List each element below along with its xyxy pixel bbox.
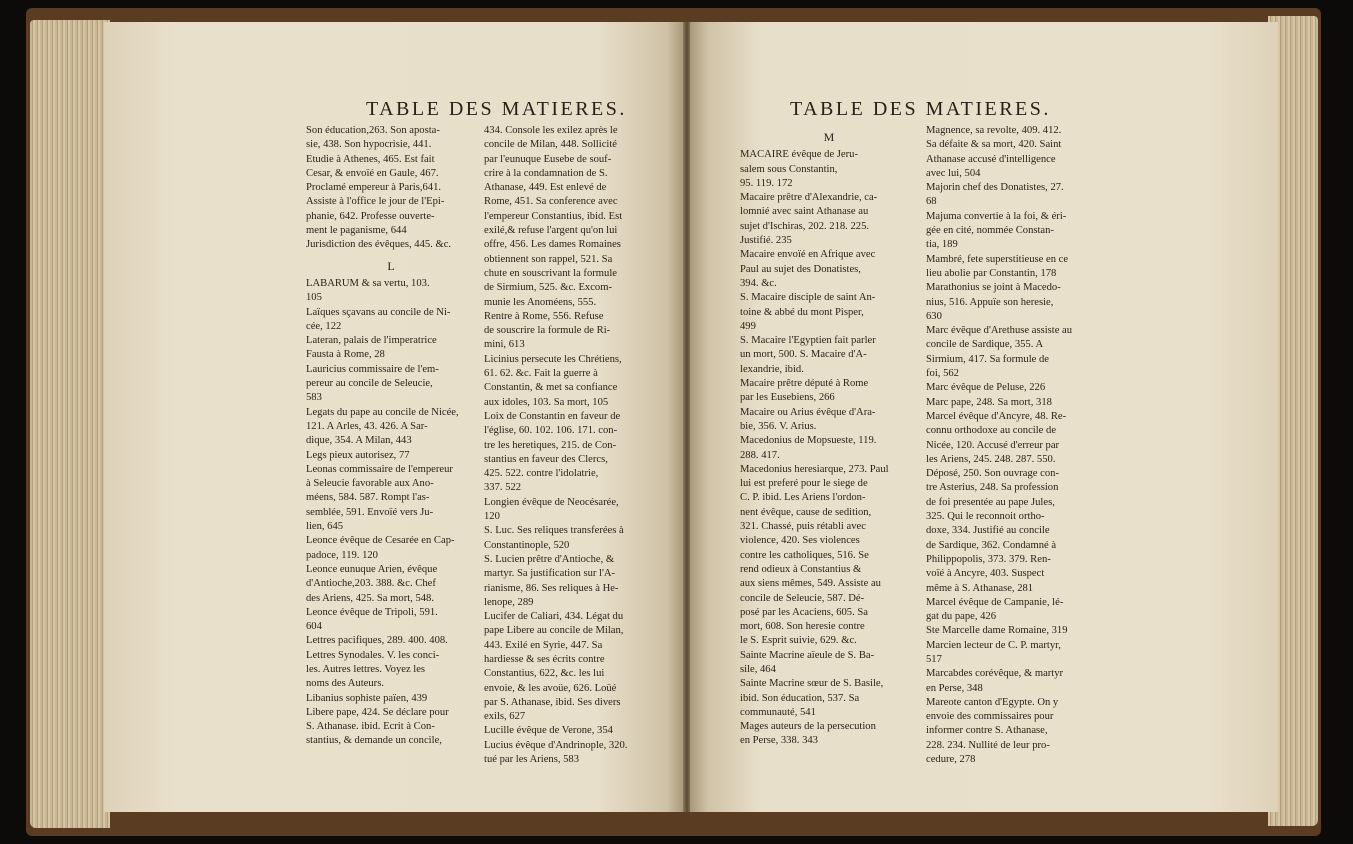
index-entry-line: Marc pape, 248. Sa mort, 318 (926, 396, 1052, 408)
index-entry-line: Fausta à Rome, 28 (306, 349, 385, 361)
index-entry-line: 105 (306, 292, 322, 304)
index-entry-line: hardiesse & ses écrits contre (484, 653, 605, 665)
index-entry-line: concile de Milan, 448. Sollicité (484, 139, 617, 151)
index-entry-line: Athanase, 449. Est enlevé de (484, 182, 607, 194)
index-entry-line: foi, 562 (926, 368, 959, 380)
index-entry-line: lien, 645 (306, 521, 344, 533)
index-entry-line: ment le paganisme, 644 (306, 225, 407, 237)
index-entry-line: Mages auteurs de la persecution (740, 721, 876, 733)
index-entry-line: Jurisdiction des évêques, 445. &c. (306, 239, 452, 251)
index-entry-line: cedure, 278 (926, 754, 976, 766)
index-entry-line: Ste Marcelle dame Romaine, 319 (926, 625, 1068, 637)
index-entry-line: 434. Console les exilez après le (484, 125, 618, 136)
index-entry-line: Leonce eunuque Arien, évêque (306, 563, 438, 575)
index-entry-line: offre, 456. Les dames Romaines (484, 239, 621, 251)
index-entry-line: exils, 627 (484, 711, 526, 723)
index-entry-line: Marc évêque de Peluse, 226 (926, 382, 1046, 394)
index-entry-line: Sa défaite & sa mort, 420. Saint (926, 139, 1062, 151)
index-entry-line: Paul au sujet des Donatistes, (740, 263, 861, 275)
index-entry-line: Marcien lecteur de C. P. martyr, (926, 639, 1061, 651)
index-entry-line: semblée, 591. Envoïé vers Ju- (306, 506, 434, 518)
index-entry-line: contre les catholiques, 516. Se (740, 549, 869, 561)
index-entry-line: tué par les Ariens, 583 (484, 754, 580, 766)
index-entry-line: Sainte Macrine aïeule de S. Ba- (740, 649, 875, 661)
index-entry-line: 288. 417. (740, 449, 780, 461)
index-entry-line: même à S. Athanase, 281 (926, 582, 1034, 594)
index-entry-line: envoie des commissaires pour (926, 711, 1054, 723)
index-entry-line: LABARUM & sa vertu, 103. (306, 277, 430, 289)
index-entry-line: Déposé, 250. Son ouvrage con- (926, 468, 1059, 480)
index-entry-line: bie, 356. V. Arius. (740, 420, 817, 432)
right-page (690, 22, 1278, 812)
index-entry-line: Etudie à Athenes, 465. Est fait (306, 153, 435, 165)
index-entry-line: S. Lucien prêtre d'Antioche, & (484, 553, 615, 565)
index-entry-line: Athanase accusé d'intelligence (926, 153, 1056, 165)
index-entry-line: sile, 464 (740, 663, 776, 675)
index-entry-line: 583 (306, 392, 322, 404)
index-entry-line: Mareote canton d'Egypte. On y (926, 696, 1059, 708)
index-entry-line: avec lui, 504 (926, 167, 981, 179)
index-entry-line: Sainte Macrine sœur de S. Basile, (740, 678, 884, 690)
index-entry-line: Lateran, palais de l'imperatrice (306, 335, 437, 347)
index-entry-line: rend odieux à Constantius & (740, 563, 862, 575)
index-entry-line: 499 (740, 320, 756, 332)
index-entry-line: martyr. Sa justification sur l'A- (484, 568, 616, 580)
index-entry-line: Libere pape, 424. Se déclare pour (306, 706, 449, 718)
index-entry-line: Proclamé empereur à Paris,641. (306, 182, 442, 194)
index-entry-line: noms des Auteurs. (306, 678, 384, 690)
index-entry-line: padoce, 119. 120 (306, 549, 378, 561)
index-entry-line: l'église, 60. 102. 106. 171. con- (484, 425, 618, 437)
index-entry-line: Macaire prêtre d'Alexandrie, ca- (740, 192, 878, 204)
index-entry-line: C. P. ibid. Les Ariens l'ordon- (740, 492, 866, 504)
index-entry-line: 95. 119. 172 (740, 177, 793, 189)
index-entry-line: gat du pape, 426 (926, 611, 997, 623)
index-entry-line: L (387, 258, 395, 273)
index-entry-line: sie, 438. Son hypocrisie, 441. (306, 139, 432, 151)
index-entry-line: par les Eusebiens, 266 (740, 392, 835, 404)
index-entry-line: Legats du pape au concile de Nicée, (306, 406, 459, 418)
index-entry-line: Marathonius se joint à Macedo- (926, 282, 1061, 294)
index-entry-line: mort, 608. Son heresie contre (740, 621, 865, 633)
index-entry-line: crire à la condamnation de S. (484, 167, 608, 179)
index-entry-line: lui est preferé pour le siege de (740, 478, 868, 490)
right-column-1 (740, 124, 918, 749)
index-entry-line: sujet d'Ischiras, 202. 218. 225. (740, 220, 870, 232)
index-entry-line: le S. Esprit suivie, 629. &c. (740, 635, 857, 647)
index-entry-line: chute en souscrivant la formule (484, 267, 617, 279)
index-entry-line: doxe, 334. Justifié au concile (926, 525, 1050, 537)
index-entry-line: tre Asterius, 248. Sa profession (926, 482, 1059, 494)
index-entry-line: Macedonius heresiarque, 273. Paul (740, 463, 889, 475)
left-column-2 (484, 124, 662, 767)
index-entry-line: nius, 516. Appuïe son heresie, (926, 296, 1054, 308)
index-entry-line: Marcel évêque d'Ancyre, 48. Re- (926, 410, 1067, 422)
index-entry-line: de Sirmium, 525. &c. Excom- (484, 282, 612, 294)
index-entry-line: de souscrire la formule de Ri- (484, 325, 611, 337)
index-entry-line: MACAIRE évêque de Jeru- (740, 149, 858, 161)
index-entry-line: Lucille évêque de Verone, 354 (484, 725, 613, 737)
index-entry-line: Magnence, sa revolte, 409. 412. (926, 125, 1062, 136)
index-entry-line: envoie, & les avoüe, 626. Loüé (484, 682, 617, 694)
index-entry-line: 337. 522 (484, 482, 522, 494)
index-entry-line: Macaire prêtre député à Rome (740, 378, 869, 390)
index-entry-line: stantius en faveur des Clercs, (484, 453, 608, 465)
index-entry-line: par S. Athanase, ibid. Ses divers (484, 696, 621, 708)
index-entry-line: concile de Seleucie, 587. Dé- (740, 592, 865, 604)
index-entry-line: en Perse, 348 (926, 682, 983, 694)
index-entry-line: l'empereur Constantius, ibid. Est (484, 210, 623, 222)
left-page (104, 22, 684, 812)
index-entry-line: de foi presentée au pape Jules, (926, 496, 1055, 508)
index-entry-line: Assiste à l'office le jour de l'Epi- (306, 196, 445, 208)
index-entry-line: lieu abolie par Constantin, 178 (926, 267, 1057, 279)
index-entry-line: voïé à Ancyre, 403. Suspect (926, 568, 1045, 580)
index-entry-line: S. Athanase. ibid. Ecrit à Con- (306, 721, 435, 733)
index-entry-line: Sirmium, 417. Sa formule de (926, 353, 1049, 365)
index-entry-line: Macaire ou Arius évêque d'Ara- (740, 406, 876, 418)
index-entry-line: Marc évêque d'Arethuse assiste au (926, 325, 1073, 337)
index-entry-line: 121. A Arles, 43. 426. A Sar- (306, 420, 428, 432)
index-entry-line: aux idoles, 103. Sa mort, 105 (484, 396, 609, 408)
index-entry-line: dique, 354. A Milan, 443 (306, 435, 412, 447)
index-entry-line: Laïques sçavans au concile de Ni- (306, 306, 451, 318)
index-entry-line: 630 (926, 310, 942, 322)
index-entry-line: Macedonius de Mopsueste, 119. (740, 435, 877, 447)
index-entry-line: Lucifer de Caliari, 434. Légat du (484, 611, 624, 623)
index-entry-line: 394. &c. (740, 277, 777, 289)
index-entry-line: phanie, 642. Professe ouverte- (306, 210, 435, 222)
index-entry-line: Son éducation,263. Son aposta- (306, 125, 440, 136)
index-entry-line: Majuma convertie à la foi, & éri- (926, 210, 1067, 222)
index-entry-line: S. Macaire disciple de saint An- (740, 292, 876, 304)
index-entry-line: Lettres pacifiques, 289. 400. 408. (306, 635, 448, 647)
index-entry-line: S. Macaire l'Egyptien fait parler (740, 335, 876, 347)
index-entry-line: Constantius, 622, &c. les lui (484, 668, 605, 680)
index-entry-line: 321. Chassé, puis rétabli avec (740, 521, 866, 533)
index-entry-line: d'Antioche,203. 388. &c. Chef (306, 578, 436, 590)
index-entry-line: Mambré, fete superstitieuse en ce (926, 253, 1069, 265)
index-entry-line: Leonce évêque de Tripoli, 591. (306, 606, 438, 618)
index-entry-line: Constantin, & met sa confiance (484, 382, 618, 394)
index-entry-line: pape Libere au concile de Milan, (484, 625, 624, 637)
index-entry-line: Lucius évêque d'Andrinople, 320. (484, 739, 628, 751)
left-page-header: TABLE DES MATIERES. (366, 98, 627, 120)
index-entry-line: 68 (926, 196, 937, 208)
right-column-2 (926, 124, 1104, 767)
index-entry-line: cée, 122 (306, 320, 342, 332)
index-entry-line: 604 (306, 621, 322, 633)
index-entry-line: à Seleucie favorable aux Ano- (306, 478, 434, 490)
left-column-1 (306, 124, 476, 749)
index-entry-line: posé par les Acaciens, 605. Sa (740, 606, 868, 618)
index-entry-line: 325. Qui le reconnoit ortho- (926, 511, 1045, 523)
index-entry-line: lomnié avec saint Athanase au (740, 206, 869, 218)
index-entry-line: 120 (484, 511, 500, 523)
index-entry-line: aux siens mêmes, 549. Assiste au (740, 578, 881, 590)
index-entry-line: Longien évêque de Neocésarée, (484, 496, 619, 508)
index-entry-line: Leonce évêque de Cesarée en Cap- (306, 535, 455, 547)
index-entry-line: 443. Exilé en Syrie, 447. Sa (484, 639, 603, 651)
index-entry-line: S. Luc. Ses reliques transferées à (484, 525, 624, 537)
index-entry-line: des Ariens, 425. Sa mort, 548. (306, 592, 434, 604)
index-entry-line: 517 (926, 653, 942, 665)
index-entry-line: M (823, 130, 835, 144)
index-entry-line: Lettres Synodales. V. les conci- (306, 649, 440, 661)
index-entry-line: de Sardique, 362. Condamné à (926, 539, 1057, 551)
index-entry-line: Leonas commissaire de l'empereur (306, 463, 453, 475)
index-entry-line: Majorin chef des Donatistes, 27. (926, 182, 1064, 194)
index-entry-line: stantius, & demande un concile, (306, 735, 442, 747)
index-entry-line: par l'eunuque Eusebe de souf- (484, 153, 612, 165)
index-entry-line: lenope, 289 (484, 596, 534, 608)
index-entry-line: violence, 420. Ses violences (740, 535, 860, 547)
index-entry-line: un mort, 500. S. Macaire d'A- (740, 349, 867, 361)
index-entry-line: Licinius persecute les Chrétiens, (484, 353, 622, 365)
index-entry-line: 425. 522. contre l'idolatrie, (484, 468, 599, 480)
right-page-header: TABLE DES MATIERES. (790, 98, 1051, 120)
index-entry-line: mini, 613 (484, 339, 525, 351)
page-edges-left (30, 20, 110, 828)
index-entry-line: 61. 62. &c. Fait la guerre à (484, 368, 598, 380)
index-entry-line: nent évêque, cause de sedition, (740, 506, 872, 518)
index-entry-line: Justifié. 235 (740, 235, 792, 247)
index-entry-line: obtiennent son rappel, 521. Sa (484, 253, 613, 265)
index-entry-line: Macaire envoïé en Afrique avec (740, 249, 876, 261)
index-entry-line: Lauricius commissaire de l'em- (306, 363, 439, 375)
index-entry-line: ibid. Son éducation, 537. Sa (740, 692, 860, 704)
index-entry-line: gée en cité, nommée Constan- (926, 225, 1054, 237)
index-entry-line: les Ariens, 245. 248. 287. 550. (926, 453, 1056, 465)
index-entry-line: 228. 234. Nullité de leur pro- (926, 739, 1050, 751)
index-entry-line: Philippopolis, 373. 379. Ren- (926, 553, 1051, 565)
index-entry-line: Libanius sophiste païen, 439 (306, 692, 428, 704)
index-entry-line: Cesar, & envoïé en Gaule, 467. (306, 167, 439, 179)
index-entry-line: pereur au concile de Seleucie, (306, 378, 433, 390)
index-entry-line: lexandrie, ibid. (740, 363, 804, 375)
index-entry-line: exilé,& refuse l'argent qu'on lui (484, 225, 618, 237)
index-entry-line: rianisme, 86. Ses reliques à He- (484, 582, 619, 594)
index-entry-line: tia, 189 (926, 239, 958, 251)
index-entry-line: Rome, 451. Sa conference avec (484, 196, 618, 208)
index-entry-line: tre les heretiques, 215. de Con- (484, 439, 617, 451)
index-entry-line: Rentre à Rome, 556. Refuse (484, 310, 604, 322)
index-entry-line: salem sous Constantin, (740, 163, 838, 175)
index-entry-line: méens, 584. 587. Rompt l'as- (306, 492, 430, 504)
index-entry-line: communauté, 541 (740, 706, 816, 718)
index-entry-line: munie les Anoméens, 555. (484, 296, 597, 308)
index-entry-line: en Perse, 338. 343 (740, 735, 818, 747)
index-entry-line: Loix de Constantin en faveur de (484, 410, 621, 422)
index-entry-line: informer contre S. Athanase, (926, 725, 1048, 737)
index-entry-line: les. Autres lettres. Voyez les (306, 663, 426, 675)
index-entry-line: Constantinople, 520 (484, 539, 570, 551)
index-entry-line: Marcabdes corévêque, & martyr (926, 668, 1064, 680)
index-entry-line: Legs pieux autorisez, 77 (306, 449, 410, 461)
index-entry-line: Marcel évêque de Campanie, lé- (926, 596, 1064, 608)
index-entry-line: Nicée, 120. Accusé d'erreur par (926, 439, 1060, 451)
index-entry-line: connu orthodoxe au concile de (926, 425, 1057, 437)
index-entry-line: toine & abbé du mont Pisper, (740, 306, 864, 318)
index-entry-line: concile de Sardique, 355. A (926, 339, 1044, 351)
